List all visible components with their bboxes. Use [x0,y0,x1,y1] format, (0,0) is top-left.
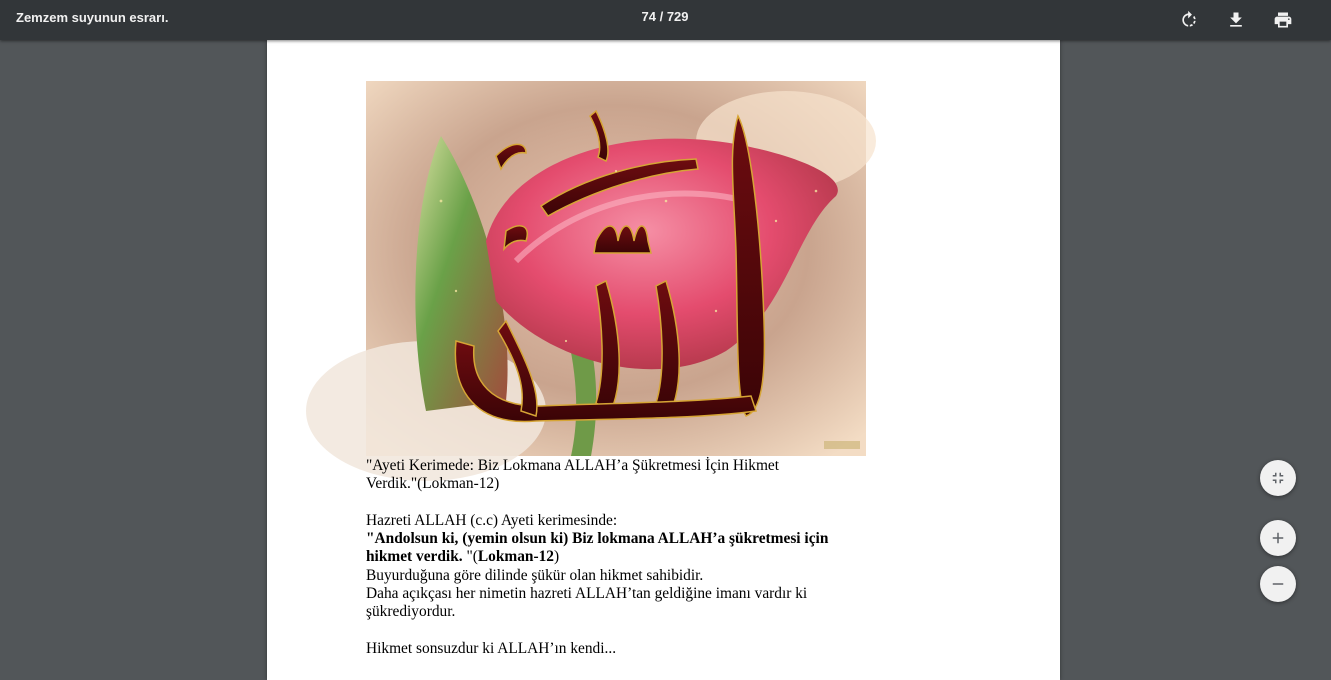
intro-line: Hazreti ALLAH (c.c) Ayeti kerimesinde: [366,511,618,529]
verse-close: ) [554,548,560,566]
zoom-out-button[interactable] [1260,566,1296,602]
verse-line-2-bold: hikmet verdik. [366,548,467,566]
page-text [366,457,866,658]
download-icon [1226,10,1246,30]
zoom-in-icon [1269,529,1287,547]
caption-line-1: "Ayeti Kerimede: Biz Lokmana ALLAH’a Şükretmesi İçin Hikmet [366,457,780,474]
zoom-in-button[interactable] [1260,520,1296,556]
download-button[interactable] [1220,4,1252,36]
partial-line: Hikmet sonsuzdur ki ALLAH’ın kendi... [366,639,617,657]
page-total: 729 [666,9,689,24]
pdf-viewer[interactable] [0,40,1331,657]
pdf-toolbar [0,0,1331,40]
fit-page-button[interactable] [1260,460,1296,496]
calligraphy-image [366,81,866,456]
calligraphy-artwork [366,81,866,456]
page-current[interactable]: 74 [641,9,656,24]
rotate-icon [1179,10,1199,30]
pdf-page [267,40,1060,680]
fit-page-icon [1269,469,1287,487]
caption-line-2: Verdik."(Lokman-12) [366,475,500,493]
verse-line-2 [366,548,866,566]
verse-quote: "( [466,548,478,566]
page-separator: / [659,9,664,24]
daha-line-1: Daha açıkçası her nimetin hazreti ALLAH’tan geldiğine imanı vardır ki [366,585,808,603]
buyurdu-line: Buyurduğuna göre dilinde şükür olan hikmet sahibidir. [366,566,704,584]
verse-line-1: "Andolsun ki, (yemin olsun ki) Biz lokmana ALLAH’a şükretmesi için [366,530,829,548]
print-button[interactable] [1267,4,1299,36]
page-indicator [600,9,730,24]
zoom-out-icon [1269,575,1287,593]
verse-reference: Lokman-12 [477,548,555,566]
print-icon [1273,10,1293,30]
daha-line-2: şükrediyordur. [366,603,456,621]
document-title: Zemzem suyunun esrarı. [16,10,169,25]
rotate-button[interactable] [1173,4,1205,36]
